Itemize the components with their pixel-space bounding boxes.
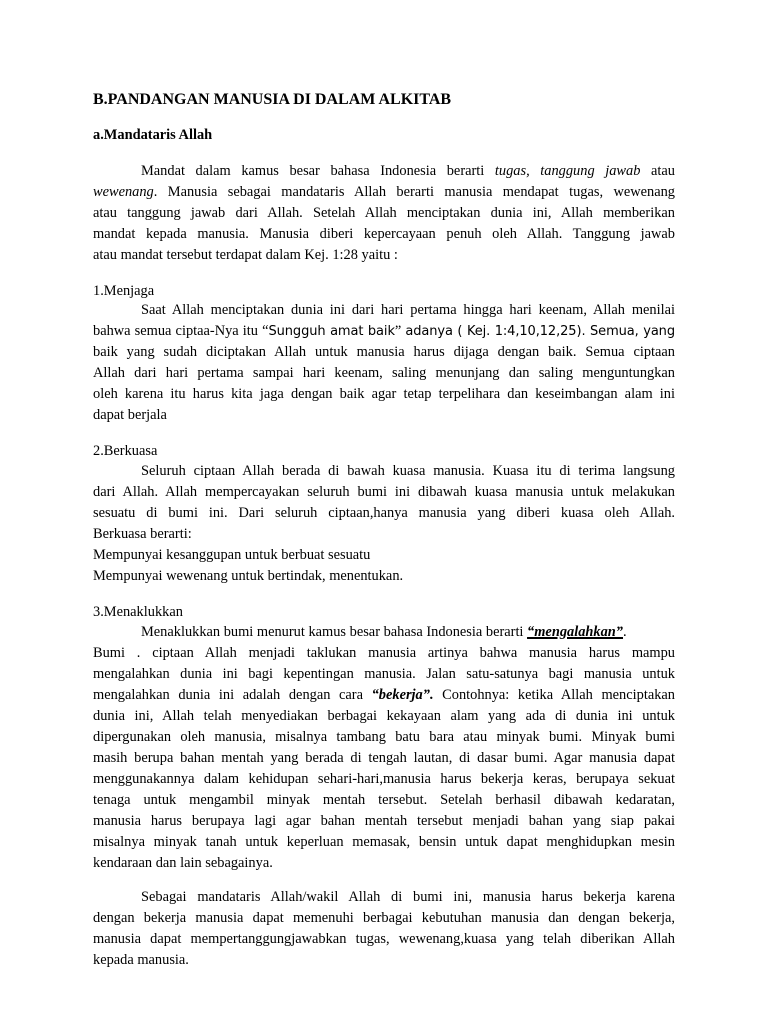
text-line: dapat berjala <box>93 407 167 423</box>
text-line: mengalahkan dunia ini bagi kepentingan manusia. Jalan satu-satunya bagi manusia untuk <box>93 666 675 682</box>
text-line: atau tanggung jawab dari Allah. Setelah Allah menciptakan dunia ini, Allah memberikan <box>93 205 675 221</box>
text-line: masih berupa bahan mentah yang berada di tengah lautan, di dasar bumi. Agar manusia dapat <box>93 750 675 766</box>
list-item: Mempunyai kesanggupan untuk berbuat sesuatu <box>93 547 371 563</box>
text-line: mandat kepada manusia. Manusia diberi kepercayaan penuh oleh Allah. Tanggung jawab <box>93 226 675 242</box>
text-line: misalnya minyak tanah untuk keperluan memasak, bensin untuk dapat menghidupkan mesin <box>93 834 675 850</box>
text-line: Mandat dalam kamus besar bahasa Indonesia berarti tugas, tanggung jawab atau <box>141 163 675 179</box>
point-title-berkuasa: 2.Berkuasa <box>93 443 158 459</box>
section-title-mandataris: a.Mandataris Allah <box>93 127 213 143</box>
text-line: atau mandat tersebut terdapat dalam Kej. 1:28 yaitu : <box>93 247 398 263</box>
text-line: kepada manusia. <box>93 952 189 968</box>
text-line: menggunakannya dalam kehidupan sehari-hari,manusia harus bekerja keras, berupaya sekuat <box>93 771 675 787</box>
list-item: Mempunyai wewenang untuk bertindak, menentukan. <box>93 568 404 584</box>
text-line: manusia dapat mempertanggungjawabkan tugas, wewenang,kuasa yang telah diberikan Allah <box>93 931 675 947</box>
text-line: dipergunakan oleh manusia, misalnya tambang batu bara atau minyak bumi. Minyak bumi <box>93 729 675 745</box>
text-line: manusia harus berupaya lagi agar bahan mentah tersebut menjadi bahan yang siap pakai <box>93 813 675 829</box>
text-line: tenaga untuk mengambil minyak mentah tersebut. Setelah berhasil dibawah kedaratan, <box>93 792 675 808</box>
page-heading: B.PANDANGAN MANUSIA DI DALAM ALKITAB <box>93 91 452 108</box>
text-line: sesuatu di bumi ini. Dari seluruh ciptaan,hanya manusia yang diberi kuasa oleh Allah. <box>93 505 675 521</box>
text-line: Berkuasa berarti: <box>93 526 192 542</box>
text-line: Sebagai mandataris Allah/wakil Allah di bumi ini, manusia harus bekerja karena <box>141 889 675 905</box>
text-line: dari Allah. Allah mempercayakan seluruh bumi ini dibawah kuasa manusia untuk melakukan <box>93 484 675 500</box>
text-line: Saat Allah menciptakan dunia ini dari hari pertama hingga hari keenam, Allah menilai <box>141 302 675 318</box>
point-title-menjaga: 1.Menjaga <box>93 283 155 299</box>
text-line: kendaraan dan lain sebagainya. <box>93 855 273 871</box>
text-line: oleh karena itu harus kita jaga dengan baik agar tetap terpelihara dan keseimbangan alam ini <box>93 386 675 402</box>
text-line: Bumi . ciptaan Allah menjadi taklukan manusia artinya bahwa manusia harus mampu <box>93 645 675 661</box>
text-line: dunia ini, Allah telah menyediakan berbagai kekayaan alam yang ada di dunia ini untuk <box>93 708 675 724</box>
text-line: Allah dari hari pertama sampai hari keenam, saling menunjang dan saling menguntungkan <box>93 365 675 381</box>
text-line: bahwa semua ciptaa-Nya itu “Sungguh amat baik” adanya ( Kej. 1:4,10,12,25). Semua, yang <box>93 323 675 339</box>
text-line: Menaklukkan bumi menurut kamus besar bahasa Indonesia berarti “mengalahkan”. <box>141 624 627 640</box>
text-line: wewenang. Manusia sebagai mandataris Allah berarti manusia mendapat tugas, wewenang <box>93 184 675 200</box>
text-line: baik yang sudah diciptakan Allah untuk manusia harus dijaga dengan baik. Semua ciptaan <box>93 344 675 360</box>
text-line: dengan bekerja manusia dapat memenuhi berbagai kebutuhan manusia dan dengan bekerja, <box>93 910 675 926</box>
text-line: Seluruh ciptaan Allah berada di bawah kuasa manusia. Kuasa itu di terima langsung <box>141 463 675 479</box>
text-line: mengalahkan dunia ini adalah dengan cara “bekerja”. Contohnya: ketika Allah menciptakan <box>93 687 675 703</box>
point-title-menaklukkan: 3.Menaklukkan <box>93 604 183 620</box>
